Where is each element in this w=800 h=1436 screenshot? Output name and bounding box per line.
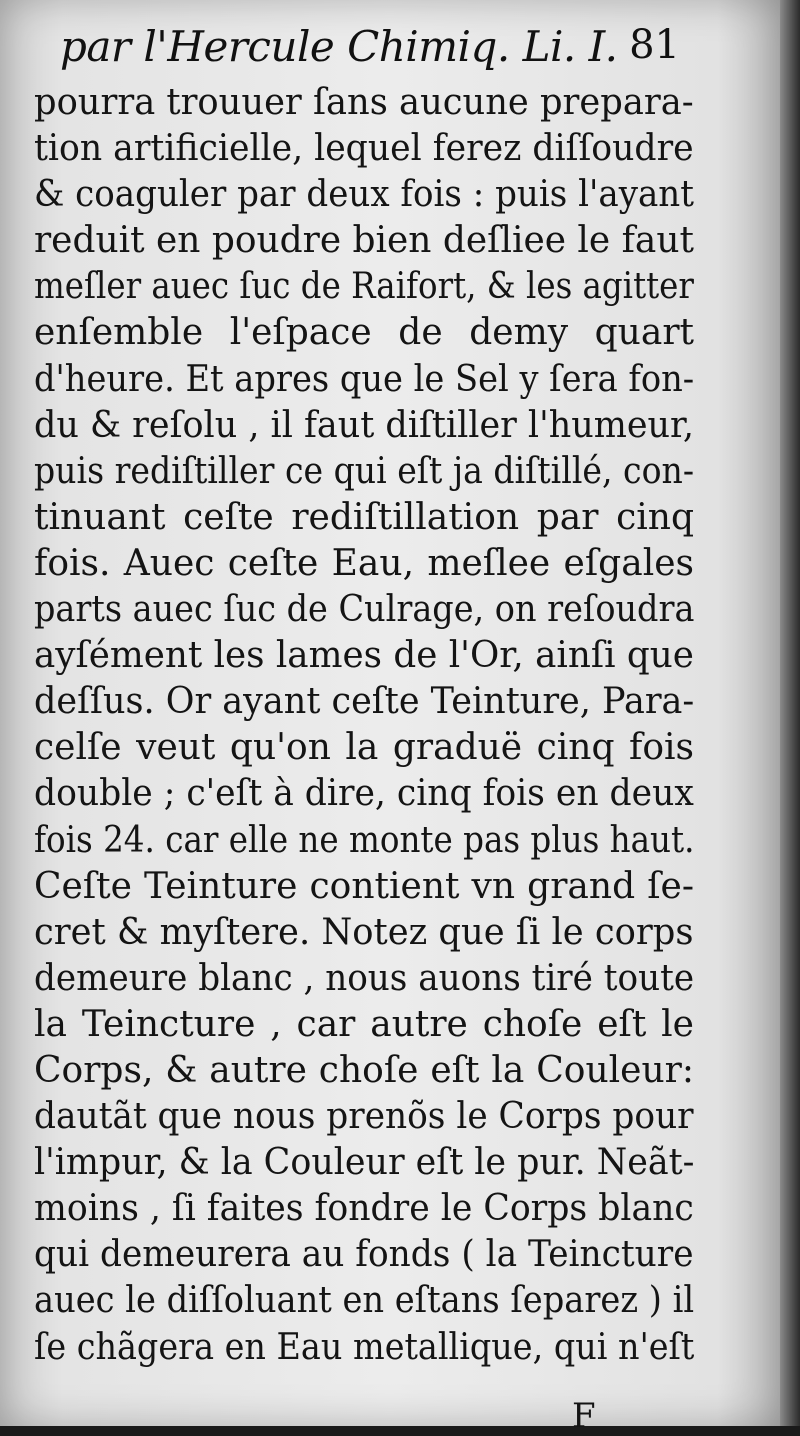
text-line: d'heure. Et apres que le Sel y ſera fon-	[34, 358, 695, 400]
text-line: tion artificielle, lequel ferez diſſoudre	[34, 128, 694, 170]
page-edge-shadow	[780, 0, 800, 1426]
text-line: reduit en poudre bien deſliee le faut	[34, 220, 694, 262]
text-line: Corps, & autre choſe eſt la Couleur:	[34, 1049, 694, 1091]
text-line: du & reſolu , il faut diſtiller l'humeur,	[34, 404, 695, 446]
signature-mark: F	[572, 1396, 596, 1436]
text-line: ſe chãgera en Eau metallique, qui n'eſt	[34, 1326, 695, 1368]
text-line: pourra trouuer ſans aucune prepara-	[34, 82, 694, 123]
text-line: cret & myſtere. Notez que ſi le corps	[34, 911, 694, 953]
text-line: parts auec ſuc de Culrage, on reſoudra	[34, 589, 695, 631]
text-line: meſler auec ſuc de Raifort, & les agitter	[34, 266, 694, 308]
text-line: & coaguler par deux fois : puis l'ayant	[34, 174, 694, 216]
text-line: auec le diſſoluant en eſtans ſeparez ) il	[34, 1280, 695, 1322]
text-line: Ceſte Teinture contient vn grand ſe-	[34, 865, 694, 907]
text-line: double ; c'eſt à dire, cinq fois en deux	[34, 773, 694, 815]
text-line: la Teincture , car autre choſe eſt le	[34, 1003, 694, 1045]
running-title: par l'Hercule Chimiq. Li. I.	[60, 22, 618, 71]
text-line: l'impur, & la Couleur eſt le pur. Neãt-	[34, 1142, 695, 1184]
text-line: ayſément les lames de l'Or, ainſi que	[34, 635, 694, 677]
text-line: demeure blanc , nous auons tiré toute	[34, 957, 695, 999]
text-line: deſſus. Or ayant ceſte Teinture, Para-	[34, 681, 695, 723]
text-line: tinuant ceſte rediſtillation par cinq	[34, 496, 694, 538]
text-line: puis rediſtiller ce qui eſt ja diſtillé, con-	[34, 450, 694, 492]
page-header	[60, 22, 680, 82]
page-number: 81	[629, 22, 680, 68]
text-line: enſemble l'eſpace de demy quart	[34, 312, 694, 354]
text-line: celſe veut qu'on la graduë cinq fois	[34, 727, 694, 769]
body-text	[34, 80, 694, 1371]
text-line: fois 24. car elle ne monte pas plus haut.	[34, 819, 695, 861]
text-line: moins , ſi faites fondre le Corps blanc	[34, 1188, 694, 1230]
text-line: qui demeurera au fonds ( la Teincture	[34, 1234, 694, 1276]
text-line: fois. Auec ceſte Eau, meſlee eſgales	[34, 542, 694, 584]
text-line: dautãt que nous prenõs le Corps pour	[34, 1096, 694, 1138]
